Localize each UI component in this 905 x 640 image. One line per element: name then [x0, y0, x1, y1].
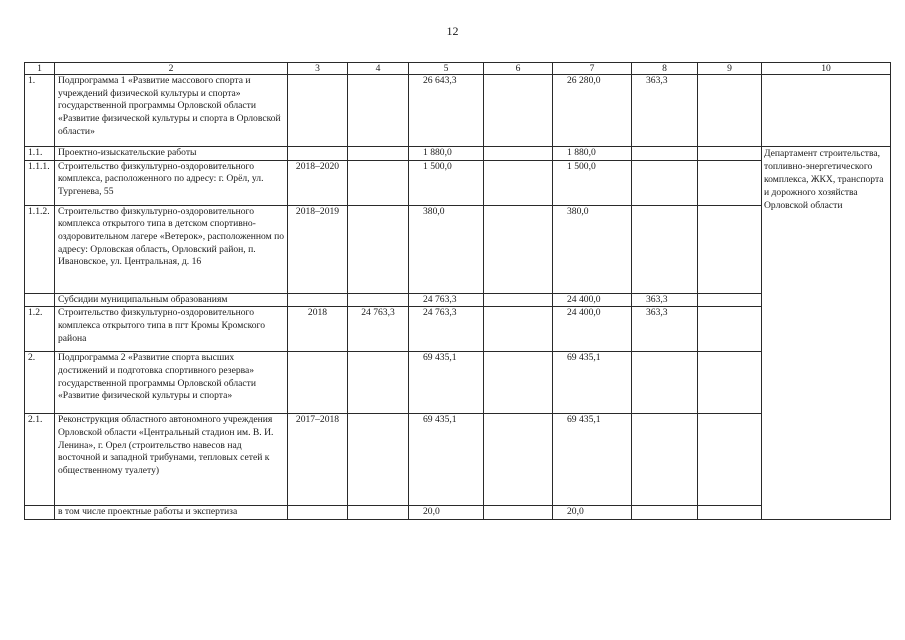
cell-col5: 1 880,0: [409, 147, 484, 161]
cell-col7: 1 500,0: [553, 160, 632, 205]
cell-col3: 2018–2019: [288, 205, 348, 293]
cell-col3: 2017–2018: [288, 414, 348, 506]
cell-col7: 69 435,1: [553, 414, 632, 506]
cell-col8: [632, 506, 698, 520]
header-cell-10: 10: [762, 63, 891, 75]
cell-col8: [632, 205, 698, 293]
cell-col4: [348, 205, 409, 293]
cell-col6: [484, 307, 553, 352]
table-row: [25, 160, 891, 205]
cell-col6: [484, 293, 553, 307]
table-row: [25, 414, 891, 506]
cell-col6: [484, 205, 553, 293]
cell-col1: 1.1.1.: [25, 160, 55, 205]
cell-col5: 24 763,3: [409, 307, 484, 352]
cell-col4: [348, 506, 409, 520]
cell-col6: [484, 352, 553, 414]
cell-col8: 363,3: [632, 293, 698, 307]
cell-col3: [288, 75, 348, 147]
header-cell-2: 2: [55, 63, 288, 75]
cell-col8: [632, 147, 698, 161]
cell-col3: [288, 506, 348, 520]
cell-col2: Реконструкция областного автономного учреждения Орловской области «Центральный стадион им. В. И. Ленина», г. Орел (строительство навесов над восточной и западной трибунами, тепловых сетей к общественному туалету): [55, 414, 288, 506]
cell-col2: Субсидии муниципальным образованиям: [55, 293, 288, 307]
header-cell-9: 9: [698, 63, 762, 75]
cell-col3: [288, 293, 348, 307]
header-cell-1: 1: [25, 63, 55, 75]
cell-col7: 1 880,0: [553, 147, 632, 161]
cell-col2: в том числе проектные работы и экспертиза: [55, 506, 288, 520]
cell-col9: [698, 506, 762, 520]
header-row: [25, 63, 891, 75]
cell-col4: 24 763,3: [348, 307, 409, 352]
table-row: [25, 75, 891, 147]
header-cell-4: 4: [348, 63, 409, 75]
cell-col7: 26 280,0: [553, 75, 632, 147]
cell-col6: [484, 414, 553, 506]
cell-col8: [632, 352, 698, 414]
cell-col1: 1.1.: [25, 147, 55, 161]
cell-col8: [632, 414, 698, 506]
cell-col4: [348, 352, 409, 414]
header-cell-6: 6: [484, 63, 553, 75]
cell-col3: 2018: [288, 307, 348, 352]
header-cell-3: 3: [288, 63, 348, 75]
cell-col2: Подпрограмма 2 «Развитие спорта высших достижений и подготовка спортивного резерва» государственной программы Орловской области «Развитие физической культуры и спорта»: [55, 352, 288, 414]
cell-col1: 1.1.2.: [25, 205, 55, 293]
cell-col6: [484, 506, 553, 520]
cell-col8: 363,3: [632, 75, 698, 147]
responsible-department: Департамент строительства, топливно-энергетического комплекса, ЖКХ, транспорта и дорожного хозяйства Орловской области: [762, 147, 891, 520]
table-row: [25, 293, 891, 307]
cell-col1: [25, 506, 55, 520]
table-row: [25, 307, 891, 352]
cell-col9: [698, 75, 762, 147]
budget-table: [24, 62, 891, 520]
cell-col1: [25, 293, 55, 307]
cell-col10-empty: [762, 75, 891, 147]
table-row: [25, 352, 891, 414]
cell-col8: [632, 160, 698, 205]
cell-col4: [348, 414, 409, 506]
cell-col9: [698, 147, 762, 161]
cell-col9: [698, 352, 762, 414]
cell-col7: 380,0: [553, 205, 632, 293]
cell-col4: [348, 147, 409, 161]
cell-col9: [698, 205, 762, 293]
cell-col6: [484, 75, 553, 147]
cell-col4: [348, 293, 409, 307]
cell-col9: [698, 307, 762, 352]
cell-col3: [288, 147, 348, 161]
header-cell-7: 7: [553, 63, 632, 75]
cell-col2: Проектно-изыскательские работы: [55, 147, 288, 161]
cell-col5: 380,0: [409, 205, 484, 293]
page-number: 12: [446, 24, 459, 38]
cell-col1: 2.1.: [25, 414, 55, 506]
cell-col5: 26 643,3: [409, 75, 484, 147]
cell-col9: [698, 414, 762, 506]
cell-col7: 20,0: [553, 506, 632, 520]
cell-col1: 1.: [25, 75, 55, 147]
cell-col4: [348, 75, 409, 147]
cell-col2: Строительство физкультурно-оздоровительного комплекса открытого типа в пгт Кромы Кромского района: [55, 307, 288, 352]
cell-col2: Строительство физкультурно-оздоровительного комплекса, расположенного по адресу: г. Орёл, ул. Тургенева, 55: [55, 160, 288, 205]
cell-col1: 1.2.: [25, 307, 55, 352]
cell-col3: [288, 352, 348, 414]
cell-col2: Подпрограмма 1 «Развитие массового спорта и учреждений физической культуры и спорта» государственной программы Орловской области «Развитие физической культуры и спорта в Орловской области»: [55, 75, 288, 147]
cell-col3: 2018–2020: [288, 160, 348, 205]
cell-col4: [348, 160, 409, 205]
cell-col6: [484, 160, 553, 205]
cell-col5: 24 763,3: [409, 293, 484, 307]
cell-col1: 2.: [25, 352, 55, 414]
cell-col9: [698, 293, 762, 307]
table-row: [25, 147, 891, 161]
cell-col8: 363,3: [632, 307, 698, 352]
cell-col2: Строительство физкультурно-оздоровительного комплекса открытого типа в детском спортивно-оздоровительном лагере «Ветерок», расположенном по адресу: Орловская область, Орловский район, п. Ивановское, ул. Центральная, д. 16: [55, 205, 288, 293]
cell-col5: 69 435,1: [409, 414, 484, 506]
cell-col7: 69 435,1: [553, 352, 632, 414]
cell-col7: 24 400,0: [553, 307, 632, 352]
header-cell-5: 5: [409, 63, 484, 75]
cell-col6: [484, 147, 553, 161]
cell-col7: 24 400,0: [553, 293, 632, 307]
header-cell-8: 8: [632, 63, 698, 75]
cell-col5: 1 500,0: [409, 160, 484, 205]
table-row: [25, 205, 891, 293]
table-row: [25, 506, 891, 520]
cell-col5: 20,0: [409, 506, 484, 520]
cell-col9: [698, 160, 762, 205]
cell-col5: 69 435,1: [409, 352, 484, 414]
